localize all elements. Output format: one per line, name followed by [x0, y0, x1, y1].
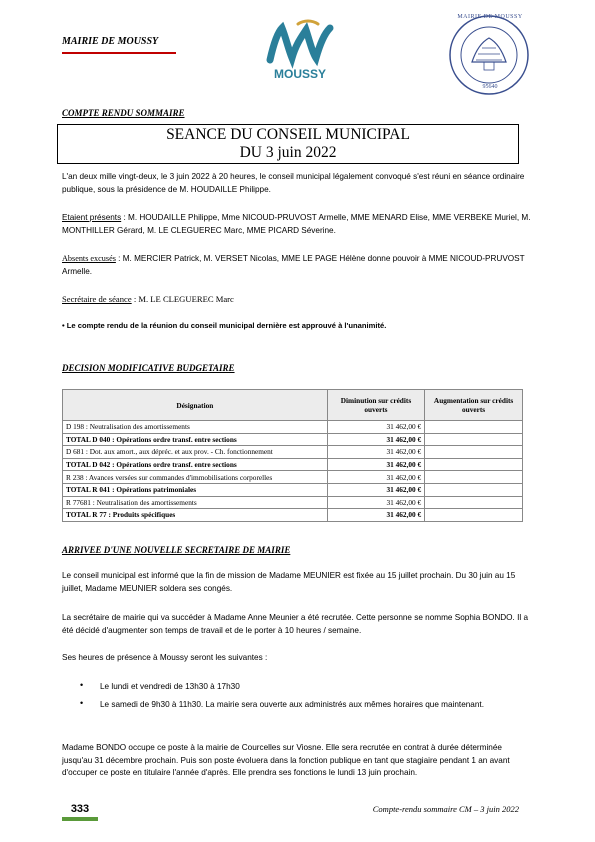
cell-designation: D 198 : Neutralisation des amortissements: [63, 421, 328, 434]
hours-item: Le samedi de 9h30 à 11h30. La mairie sera ouverte aux administrés aux mêmes horaires que maintenant.: [100, 700, 484, 709]
title-box: [57, 124, 519, 164]
col-augmentation: Augmentation sur crédits ouverts: [425, 390, 523, 421]
absents-text: : M. MERCIER Patrick, M. VERSET Nicolas, MME LE PAGE Hélène donne pouvoir à MME NICOUD-PRUVOST Armelle.: [62, 254, 525, 276]
arrivee-paragraph-4: Madame BONDO occupe ce poste à la mairie de Courcelles sur Viosne. Elle sera recrutée en contrat à durée déterminée jusqu'au 31 décembre prochain. Puis son poste évoluera dans la fonction publique en tant que stagiaire pendant 1 an avant d'occuper ce poste en titulaire l'année d'après. Elle prendra ses fonctions le lundi 13 juin prochain.: [62, 743, 510, 777]
table-row: [63, 509, 523, 522]
mairie-label: MAIRIE DE MOUSSY: [62, 36, 159, 47]
cell-diminution: 31 462,00 €: [327, 458, 424, 471]
cell-augmentation: [425, 483, 523, 496]
cell-designation: TOTAL D 042 : Opérations ordre transf. entre sections: [63, 458, 328, 471]
cell-designation: TOTAL D 040 : Opérations ordre transf. entre sections: [63, 433, 328, 446]
cell-diminution: 31 462,00 €: [327, 421, 424, 434]
footer-text: Compte-rendu sommaire CM – 3 juin 2022: [372, 804, 519, 814]
presents-text: : M. HOUDAILLE Philippe, Mme NICOUD-PRUVOST Armelle, MME MENARD Elise, MME VERBEKE Muriel, M. MONTHILLER Gérard, M. LE CLEGUEREC Marc, MME PICARD Séverine.: [62, 213, 531, 235]
cell-augmentation: [425, 509, 523, 522]
cell-designation: D 681 : Dot. aux amort., aux dépréc. et aux prov. - Ch. fonctionnement: [63, 446, 328, 459]
presents-label: Etaient présents: [62, 213, 122, 222]
logo-text: MOUSSY: [273, 67, 327, 81]
seal-text-bottom: 95640: [482, 84, 498, 90]
header-red-rule: [62, 52, 176, 54]
table-row: [63, 471, 523, 484]
moussy-logo: [252, 14, 348, 86]
secretaire-label: Secrétaire de séance: [62, 294, 132, 304]
arrivee-heading: ARRIVEE D'UNE NOUVELLE SECRETAIRE DE MAIRIE: [62, 545, 291, 555]
bullet-dot: •: [80, 698, 84, 708]
table-row: [63, 433, 523, 446]
decision-heading: DECISION MODIFICATIVE BUDGETAIRE: [62, 363, 235, 373]
footer-page-ref: 333: [62, 801, 98, 821]
decision-table: [62, 389, 523, 522]
cell-designation: R 238 : Avances versées sur commandes d'immobilisations corporelles: [63, 471, 328, 484]
cell-designation: TOTAL R 77 : Produits spécifiques: [63, 509, 328, 522]
cell-augmentation: [425, 458, 523, 471]
arrivee-paragraph-2: La secrétaire de mairie qui va succéder à Madame Anne Meunier a été recrutée. Cette personne se nomme Sophia BONDO. Il a été décidé d'augmenter son temps de travail et de le porter à 10 heures / semaine.: [62, 613, 529, 635]
table-row: [63, 496, 523, 509]
absents-label: Absents excusés: [62, 254, 116, 263]
compte-rendu-label: COMPTE RENDU SOMMAIRE: [62, 108, 185, 118]
cell-augmentation: [425, 446, 523, 459]
table-row: [63, 483, 523, 496]
cell-diminution: 31 462,00 €: [327, 446, 424, 459]
cell-designation: R 77681 : Neutralisation des amortissements: [63, 496, 328, 509]
cell-diminution: 31 462,00 €: [327, 509, 424, 522]
bullet-dot: •: [80, 680, 84, 690]
table-row: [63, 446, 523, 459]
hours-item: Le lundi et vendredi de 13h30 à 17h30: [100, 682, 240, 691]
cell-augmentation: [425, 421, 523, 434]
approval-note: • Le compte rendu de la réunion du conseil municipal dernière est approuvé à l'unanimité.: [62, 321, 387, 330]
cell-augmentation: [425, 471, 523, 484]
table-row: [63, 458, 523, 471]
seal-text-top: MAIRIE DE MOUSSY: [457, 14, 523, 20]
arrivee-paragraph-1: Le conseil municipal est informé que la fin de mission de Madame MEUNIER est fixée au 15 juillet prochain. Du 30 juin au 15 juillet, Madame MEUNIER soldera ses congés.: [62, 571, 516, 593]
title-line-1: SEANCE DU CONSEIL MUNICIPAL: [166, 126, 410, 143]
presents-paragraph: [62, 212, 532, 237]
col-diminution: Diminution sur crédits ouverts: [327, 390, 424, 421]
title-line-2: DU 3 juin 2022: [239, 144, 337, 161]
cell-designation: TOTAL R 041 : Opérations patrimoniales: [63, 483, 328, 496]
col-designation: Désignation: [63, 390, 328, 421]
cell-augmentation: [425, 433, 523, 446]
intro-paragraph: L'an deux mille vingt-deux, le 3 juin 2022 à 20 heures, le conseil municipal légalement convoqué s'est réuni en séance ordinaire publique, sous la présidence de M. HOUDAILLE Philippe.: [62, 172, 525, 194]
secretaire-paragraph: [62, 293, 532, 306]
cell-diminution: 31 462,00 €: [327, 483, 424, 496]
cell-augmentation: [425, 496, 523, 509]
decision-table-body: [63, 421, 523, 522]
cell-diminution: 31 462,00 €: [327, 433, 424, 446]
cell-diminution: 31 462,00 €: [327, 496, 424, 509]
cell-diminution: 31 462,00 €: [327, 471, 424, 484]
arrivee-paragraph-3: Ses heures de présence à Moussy seront les suivantes :: [62, 653, 268, 662]
table-row: [63, 421, 523, 434]
secretaire-text: : M. LE CLEGUEREC Marc: [131, 294, 234, 304]
absents-paragraph: [62, 253, 532, 278]
table-header-row: [63, 390, 523, 421]
